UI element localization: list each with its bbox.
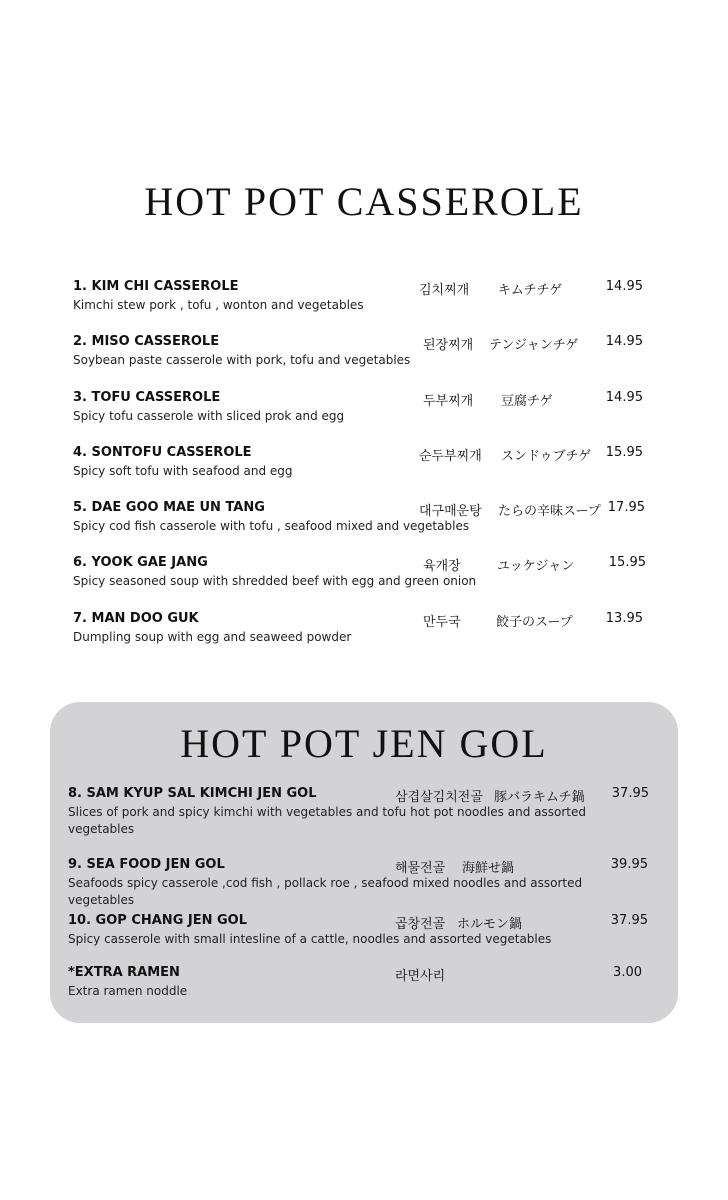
item-korean-name: 라면사리	[395, 969, 446, 984]
item-name: 7. MAN DOO GUK	[73, 611, 199, 626]
item-japanese-name: 海鮮せ鍋	[462, 861, 515, 876]
item-name: 1. KIM CHI CASSEROLE	[73, 279, 239, 294]
item-name: *EXTRA RAMEN	[68, 965, 180, 980]
item-korean-name: 순두부찌개	[419, 449, 482, 464]
item-name: 3. TOFU CASSEROLE	[73, 390, 221, 405]
item-price: 3.00	[613, 965, 642, 980]
item-name: 6. YOOK GAE JANG	[73, 555, 208, 570]
item-japanese-name: スンドゥブチゲ	[501, 449, 592, 464]
item-korean-name: 김치찌개	[419, 283, 470, 298]
item-japanese-name: 豚バラキムチ鍋	[494, 790, 585, 805]
menu-item	[73, 611, 673, 651]
menu-item	[68, 786, 668, 836]
item-description: Slices of pork and spicy kimchi with vegetables and tofu hot pot noodles and assorted vegetables	[68, 805, 586, 836]
item-price: 13.95	[605, 611, 643, 626]
item-price: 15.95	[605, 445, 643, 460]
section-title-hot-pot-casserole: HOT POT CASSEROLE	[144, 179, 584, 224]
item-korean-name: 해물전골	[395, 861, 446, 876]
item-price: 14.95	[605, 390, 643, 405]
item-description: Dumpling soup with egg and seaweed powder	[73, 630, 352, 644]
item-japanese-name: ホルモン鍋	[457, 917, 523, 932]
menu-item	[68, 913, 668, 963]
section-title-hot-pot-jen-gol: HOT POT JEN GOL	[180, 721, 548, 766]
item-name: 4. SONTOFU CASSEROLE	[73, 445, 252, 460]
item-name: 10. GOP CHANG JEN GOL	[68, 913, 248, 928]
item-japanese-name: ユッケジャン	[497, 559, 575, 574]
item-description: Seafoods spicy casserole ,cod fish , pollack roe , seafood mixed noodles and assorted vegetables	[68, 876, 583, 907]
menu-item	[73, 555, 673, 595]
menu-item	[68, 965, 668, 1015]
item-price: 15.95	[608, 555, 646, 570]
menu-item	[73, 334, 673, 374]
item-japanese-name: キムチチゲ	[498, 283, 563, 298]
item-name: 5. DAE GOO MAE UN TANG	[73, 500, 265, 515]
item-korean-name: 된장찌개	[423, 338, 474, 353]
item-price: 17.95	[607, 500, 645, 515]
item-description: Spicy cod fish casserole with tofu , seafood mixed and vegetables	[73, 519, 470, 533]
item-description: Kimchi stew pork , tofu , wonton and vegetables	[73, 298, 364, 312]
item-korean-name: 육개장	[423, 559, 461, 574]
item-name: 9. SEA FOOD JEN GOL	[68, 857, 225, 872]
item-price: 39.95	[610, 857, 648, 872]
item-japanese-name: 餃子のスープ	[496, 615, 573, 630]
menu-item	[73, 279, 673, 319]
item-description: Spicy seasoned soup with shredded beef with egg and green onion	[73, 574, 477, 588]
item-japanese-name: 豆腐チゲ	[501, 394, 553, 409]
menu-item	[73, 500, 673, 540]
item-korean-name: 대구매운탕	[419, 504, 482, 519]
item-korean-name: 삼겹살김치전골	[395, 790, 483, 805]
item-name: 2. MISO CASSEROLE	[73, 334, 220, 349]
item-price: 37.95	[611, 786, 649, 801]
item-description: Spicy casserole with small intesline of a cattle, noodles and assorted vegetables	[68, 932, 552, 946]
item-description: Spicy soft tofu with seafood and egg	[73, 464, 293, 478]
item-japanese-name: テンジャンチゲ	[489, 338, 579, 353]
menu-item	[68, 857, 668, 907]
item-korean-name: 곱창전골	[395, 917, 446, 932]
item-price: 14.95	[605, 279, 643, 294]
item-japanese-name: たらの辛味スープ	[498, 504, 601, 519]
item-price: 14.95	[605, 334, 643, 349]
menu-item	[73, 390, 673, 430]
item-price: 37.95	[610, 913, 648, 928]
item-korean-name: 만두국	[423, 615, 461, 630]
item-description: Soybean paste casserole with pork, tofu and vegetables	[73, 353, 411, 367]
item-name: 8. SAM KYUP SAL KIMCHI JEN GOL	[68, 786, 317, 801]
item-description: Spicy tofu casserole with sliced prok and egg	[73, 409, 345, 423]
item-korean-name: 두부찌개	[423, 394, 474, 409]
item-description: Extra ramen noddle	[68, 984, 188, 998]
menu-item	[73, 445, 673, 485]
